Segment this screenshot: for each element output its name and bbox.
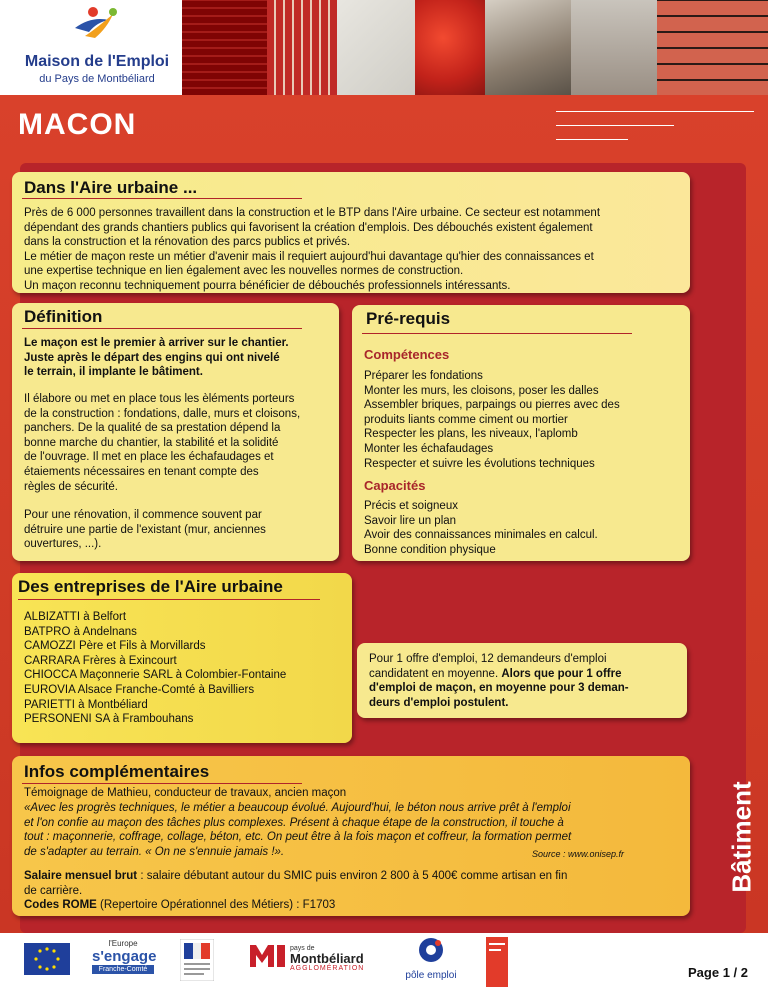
temoignage-quote: «Avec les progrès techniques, le métier a beaucoup évolué. Aujourd'hui, le béton nous arrive prêt à l'emploi et l'on confie au maçon des tâches plus complexes. Présent à chaque étape de la construction, il touche à tout : maçonnerie, coffrage, collage, béton, etc. On peut être à la fois maçon et coffreur, la formation permet de s'adapter au terrain. « On ne s'ennuie jamais !». <box>24 802 572 858</box>
page-title: MACON <box>18 108 137 141</box>
footer <box>0 933 768 994</box>
header <box>0 0 768 95</box>
prerequis-box <box>352 305 690 561</box>
list-item: BATPRO à Andelnans <box>24 625 137 638</box>
capacites-list: Précis et soigneux Savoir lire un plan Avoir des connaissances minimales en calcul. Bonne condition physique <box>364 500 598 556</box>
montbeliard-logo: pays de Montbéliard AGGLOMÉRATION <box>250 945 286 967</box>
logo-subtitle: du Pays de Montbéliard <box>39 73 155 85</box>
photo-plans <box>337 0 415 95</box>
photo-worker <box>571 0 657 95</box>
entreprises-list <box>24 610 344 727</box>
list-item: PARIETTI à Montbéliard <box>24 698 148 711</box>
definition-box <box>12 303 339 561</box>
logo-title: Maison de l'Emploi <box>24 53 170 70</box>
title-underline <box>22 328 302 329</box>
list-item: CHIOCCA Maçonnerie SARL à Colombier-Fontaine <box>24 669 287 682</box>
salaire-info: Salaire mensuel brut : salaire débutant autour du SMIC puis environ 2 800 à 5 400€ comme artisan en fin de carrière. Codes ROME (Repertoire Opérationnel des Métiers) : F1703 <box>24 870 568 912</box>
offre-box <box>357 643 687 718</box>
deco-line <box>556 139 628 140</box>
list-item: CARRARA Frères à Exincourt <box>24 654 177 667</box>
title-underline <box>18 599 320 600</box>
title-underline <box>22 783 302 784</box>
entreprises-title: Des entreprises de l'Aire urbaine <box>18 577 283 596</box>
eu-flag-icon <box>24 943 70 975</box>
page-number: Page 1 / 2 <box>688 965 748 980</box>
source: Source : www.onisep.fr <box>532 849 625 859</box>
temoignage-heading: Témoignage de Mathieu, conducteur de travaux, ancien maçon <box>24 787 347 799</box>
definition-paragraph: Il élabore ou met en place tous les èléments porteurs de la construction : fondations, dalle, murs et cloisons, panchers. De la qualité de sa prestation dépend la bonne marche du chantier, la stabilité et la solidité de l'ouvrage. Il met en place les échafaudages et étaiements nécessaires en tenant compte des règles de sécurité. <box>24 393 301 493</box>
capacites-title: Capacités <box>364 478 426 493</box>
photo-mason <box>485 0 571 95</box>
title-underline <box>22 198 302 199</box>
header-photos <box>182 0 768 95</box>
title-underline <box>362 333 632 334</box>
cci-logo-icon <box>486 937 508 987</box>
list-item: CAMOZZI Père et Fils à Morvillards <box>24 640 206 653</box>
aire-urbaine-box <box>12 172 690 293</box>
deco-line <box>556 125 674 126</box>
europe-sengage-logo: l'Europe s'engage Franche-Comté <box>92 939 157 973</box>
pole-emploi-logo: pôle emploi <box>400 937 462 981</box>
photo-scaffold <box>182 0 267 95</box>
list-item: ALBIZATTI à Belfort <box>24 611 127 623</box>
maison-emploi-logo <box>22 6 172 90</box>
offre-text: Pour 1 offre d'emploi, 12 demandeurs d'emploi candidatent en moyenne. Alors que pour 1 offre d'emploi de maçon, en moyenne pour 3 deman- deurs d'emploi postulent. <box>369 653 629 709</box>
aire-urbaine-text: Près de 6 000 personnes travaillent dans la construction et le BTP dans l'Aire urbaine. Ce secteur est notamment dépendant des grands chantiers publics qui favorisent la création d'emplois. Des débouchés existent également dans la construction et la rénovation des parcs publics et privés. Le métier de maçon reste un métier d'avenir mais il requiert aujourd'hui davantage qu'hier des connaissances et une expertise technique en lien également avec les nouvelles normes de construction. Un maçon reconnu techniquement pourra bénéficier de débouchés professionnels intéressants. <box>24 207 601 292</box>
people-logo-icon <box>67 6 127 46</box>
photo-bricks <box>657 0 768 95</box>
list-item: PERSONENI SA à Frambouhans <box>24 713 194 726</box>
pole-emploi-icon <box>418 937 444 963</box>
pma-mark-icon <box>250 945 286 967</box>
photo-helmet <box>415 0 485 95</box>
entreprises-box <box>12 573 352 743</box>
definition-renovation: Pour une rénovation, il commence souvent par détruire une partie de l'existant (mur, anciennes ouvertures, ...). <box>24 509 266 551</box>
photo-grid <box>267 0 337 95</box>
deco-line <box>556 111 754 112</box>
infos-box <box>12 756 690 916</box>
list-item: EUROVIA Alsace Franche-Comté à Bavilliers <box>24 683 255 696</box>
competences-title: Compétences <box>364 347 450 362</box>
republique-logo-icon <box>180 939 214 981</box>
infos-title: Infos complémentaires <box>24 762 210 781</box>
prerequis-title: Pré-requis <box>366 309 451 328</box>
competences-list: Préparer les fondations Monter les murs, les cloisons, poser les dalles Assembler briques, parpaings ou pierres avec des produits liants comme ciment ou mortier Respecter les plans, les niveaux, l'aplomb Monter les échafaudages Respecter et suivre les évolutions techniques <box>364 370 620 470</box>
aire-urbaine-title: Dans l'Aire urbaine ... <box>24 178 198 197</box>
definition-intro: Le maçon est le premier à arriver sur le chantier. Juste après le départ des engins qui ont nivelé le terrain, il implante le bâtiment. <box>24 337 289 379</box>
sector-label: Bâtiment <box>726 781 757 893</box>
definition-title: Définition <box>24 307 103 326</box>
